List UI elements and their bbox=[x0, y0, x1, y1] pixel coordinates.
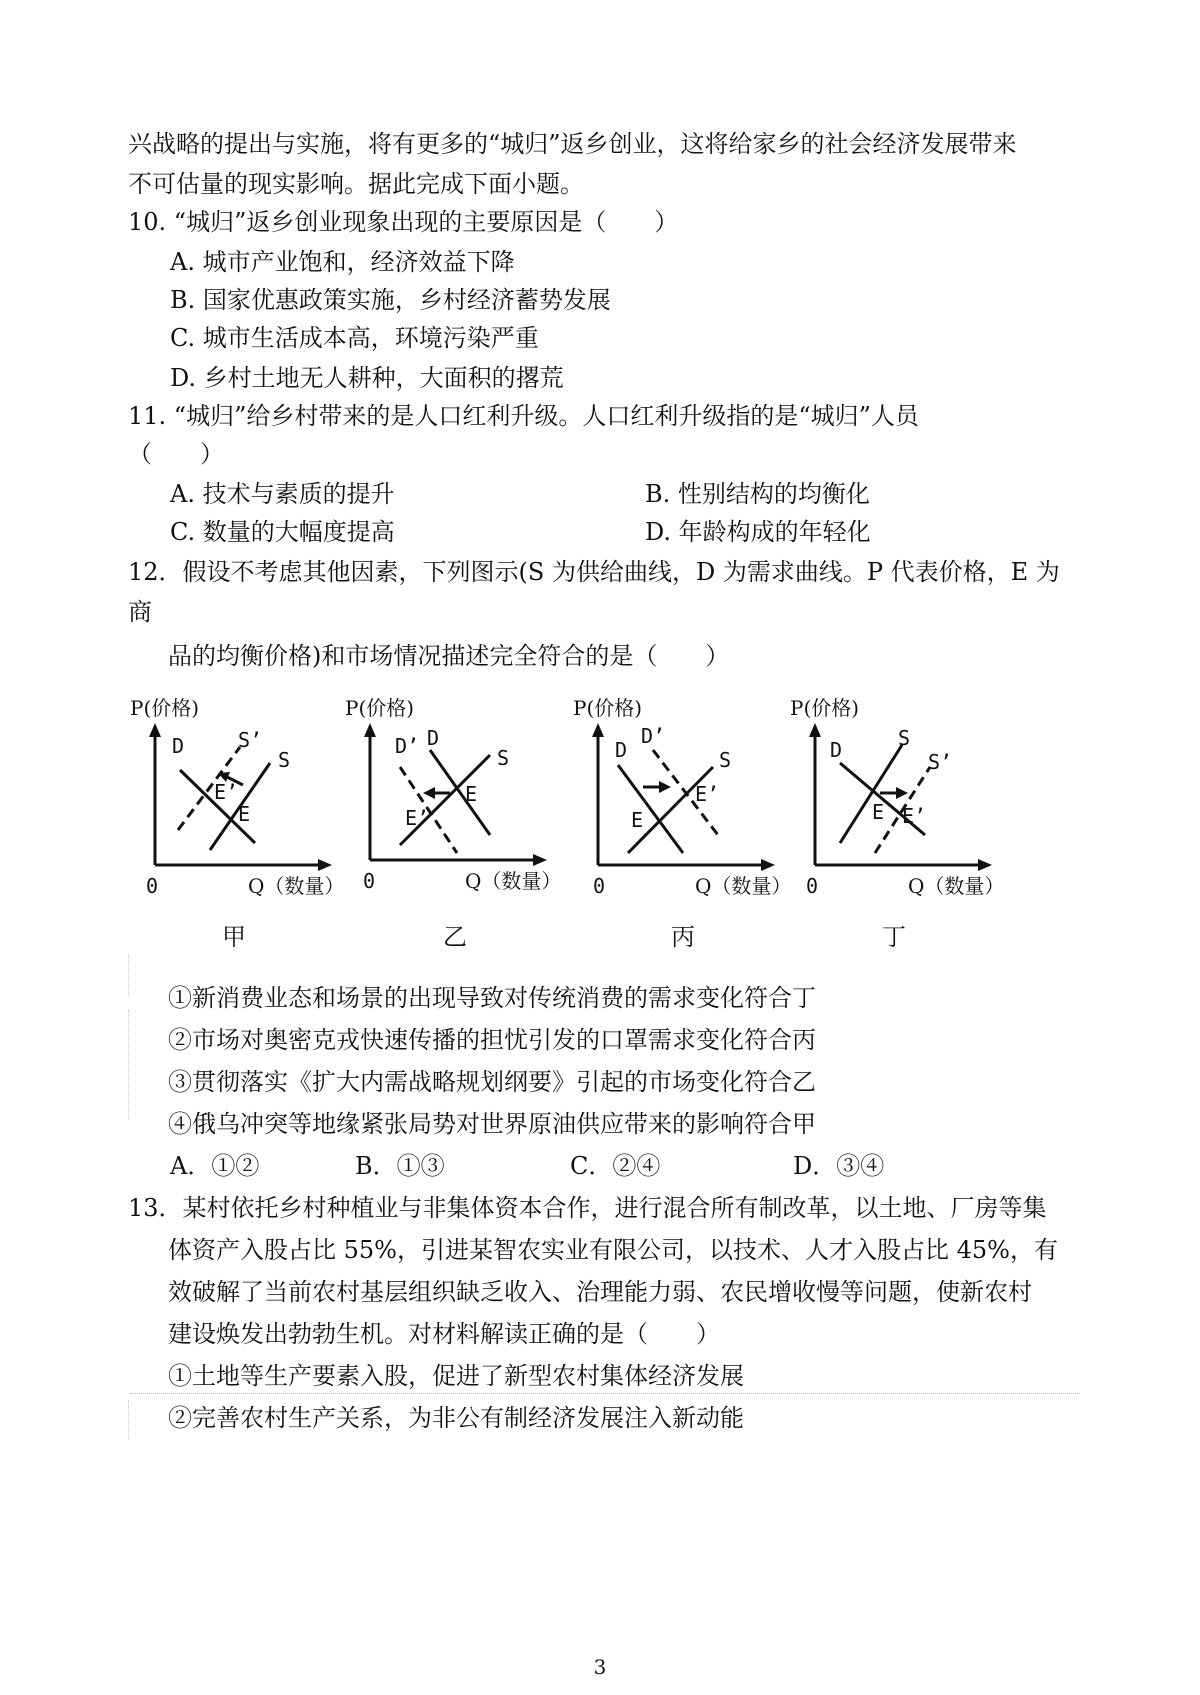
graph-jia-d-label: D bbox=[172, 734, 185, 758]
graph-ding-y-label: P(价格) bbox=[790, 696, 860, 720]
graph-bing-d2-label: D’ bbox=[641, 724, 666, 748]
q11-paren: （ ） bbox=[128, 440, 224, 468]
q11-stem: 11. “城归”给乡村带来的是人口红利升级。人口红利升级指的是“城归”人员 bbox=[128, 402, 919, 430]
graph-bing bbox=[573, 695, 813, 955]
q13-item-1: ①土地等生产要素入股，促进了新型农村集体经济发展 bbox=[168, 1362, 744, 1390]
graph-jia-s2-label: S’ bbox=[238, 728, 263, 752]
q13-stem-3: 效破解了当前农村基层组织缺乏收入、治理能力弱、农民增收慢等问题，使新农村 bbox=[168, 1278, 1032, 1306]
graph-yi-caption: 乙 bbox=[443, 923, 467, 951]
graph-jia bbox=[130, 695, 370, 955]
q13-stem-2: 体资产入股占比 55%，引进某智农实业有限公司，以技术、人才入股占比 45%，有 bbox=[168, 1236, 1058, 1264]
graph-ding-e-label: E bbox=[872, 800, 885, 824]
graph-yi-e2-label: E’ bbox=[405, 806, 430, 830]
q12-stem-3: 品的均衡价格)和市场情况描述完全符合的是（ ） bbox=[168, 642, 730, 670]
q12-stem-2: 商 bbox=[128, 598, 152, 626]
intro-line-1: 兴战略的提出与实施，将有更多的“城归”返乡创业，这将给家乡的社会经济发展带来 bbox=[128, 130, 1017, 158]
q10-option-d[interactable]: D. 乡村土地无人耕种，大面积的撂荒 bbox=[170, 364, 564, 392]
q11-option-c[interactable]: C. 数量的大幅度提高 bbox=[170, 518, 395, 546]
q12-item-1: ①新消费业态和场景的出现导致对传统消费的需求变化符合丁 bbox=[168, 984, 816, 1012]
q11-option-b[interactable]: B. 性别结构的均衡化 bbox=[645, 480, 870, 508]
graph-yi-d-label: D bbox=[427, 726, 440, 750]
q12-item-4: ④俄乌冲突等地缘紧张局势对世界原油供应带来的影响符合甲 bbox=[168, 1110, 816, 1138]
q10-option-a[interactable]: A. 城市产业饱和，经济效益下降 bbox=[170, 248, 515, 276]
graph-bing-d-label: D bbox=[615, 738, 628, 762]
graph-ding-origin: 0 bbox=[806, 874, 819, 898]
graph-bing-x-label: Q（数量） bbox=[695, 874, 792, 898]
q12-option-a[interactable]: A．①② bbox=[170, 1152, 260, 1180]
graph-jia-caption: 甲 bbox=[222, 923, 246, 951]
graph-yi-y-label: P(价格) bbox=[345, 696, 415, 720]
graph-bing-y-label: P(价格) bbox=[573, 696, 643, 720]
graph-ding-s-label: S bbox=[898, 726, 911, 750]
q13-item-2: ②完善农村生产关系，为非公有制经济发展注入新动能 bbox=[168, 1404, 744, 1432]
graph-ding-e2-label: E’ bbox=[902, 804, 927, 828]
graph-yi-d2-label: D’ bbox=[395, 734, 420, 758]
graph-ding-s2-label: S’ bbox=[928, 750, 953, 774]
graph-yi bbox=[345, 695, 585, 955]
graph-yi-x-label: Q（数量） bbox=[465, 869, 562, 893]
graph-bing-e2-label: E’ bbox=[695, 782, 720, 806]
graph-jia-x-label: Q（数量） bbox=[248, 874, 345, 898]
intro-line-2: 不可估量的现实影响。据此完成下面小题。 bbox=[128, 170, 584, 198]
graph-jia-y-label: P(价格) bbox=[130, 696, 200, 720]
graph-ding-d-label: D bbox=[830, 738, 843, 762]
graph-jia-e2-label: E’ bbox=[214, 780, 239, 804]
q10-option-b[interactable]: B. 国家优惠政策实施，乡村经济蓄势发展 bbox=[170, 286, 611, 314]
graph-jia-origin: 0 bbox=[146, 874, 159, 898]
q13-stem-1: 13．某村依托乡村种植业与非集体资本合作，进行混合所有制改革，以土地、厂房等集 bbox=[128, 1194, 1047, 1222]
q12-option-c[interactable]: C．②④ bbox=[570, 1152, 661, 1180]
margin-dots-3 bbox=[128, 1400, 129, 1440]
graph-bing-s-label: S bbox=[719, 748, 732, 772]
graph-yi-e-label: E bbox=[465, 782, 478, 806]
q11-option-d[interactable]: D. 年龄构成的年轻化 bbox=[645, 518, 871, 546]
page-number: 3 bbox=[593, 1655, 607, 1679]
graph-yi-s-label: S bbox=[497, 746, 510, 770]
q12-item-3: ③贯彻落实《扩大内需战略规划纲要》引起的市场变化符合乙 bbox=[168, 1068, 816, 1096]
q12-option-b[interactable]: B．①③ bbox=[355, 1152, 445, 1180]
margin-dots-2 bbox=[128, 1010, 129, 1120]
graph-jia-e-label: E bbox=[238, 802, 251, 826]
graph-bing-origin: 0 bbox=[593, 874, 606, 898]
graph-jia-s-label: S bbox=[278, 748, 291, 772]
graph-bing-caption: 丙 bbox=[671, 923, 695, 951]
q12-stem-1: 12．假设不考虑其他因素，下列图示(S 为供给曲线，D 为需求曲线。P 代表价格，E 为 bbox=[128, 558, 1060, 586]
q13-stem-4: 建设焕发出勃勃生机。对材料解读正确的是（ ） bbox=[168, 1320, 720, 1348]
q10-stem: 10. “城归”返乡创业现象出现的主要原因是（ ） bbox=[128, 208, 679, 236]
graph-ding-caption: 丁 bbox=[882, 923, 906, 951]
q12-option-d[interactable]: D．③④ bbox=[793, 1152, 885, 1180]
graph-ding-x-label: Q（数量） bbox=[908, 874, 1005, 898]
q11-option-a[interactable]: A. 技术与素质的提升 bbox=[170, 480, 395, 508]
graph-bing-e-label: E bbox=[631, 808, 644, 832]
graph-yi-origin: 0 bbox=[363, 869, 376, 893]
q10-option-c[interactable]: C. 城市生活成本高，环境污染严重 bbox=[170, 324, 539, 352]
margin-dots-1 bbox=[128, 955, 129, 995]
q12-item-2: ②市场对奥密克戎快速传播的担忧引发的口罩需求变化符合丙 bbox=[168, 1026, 816, 1054]
graph-ding bbox=[790, 695, 1030, 955]
dotted-rule bbox=[130, 1393, 1080, 1394]
